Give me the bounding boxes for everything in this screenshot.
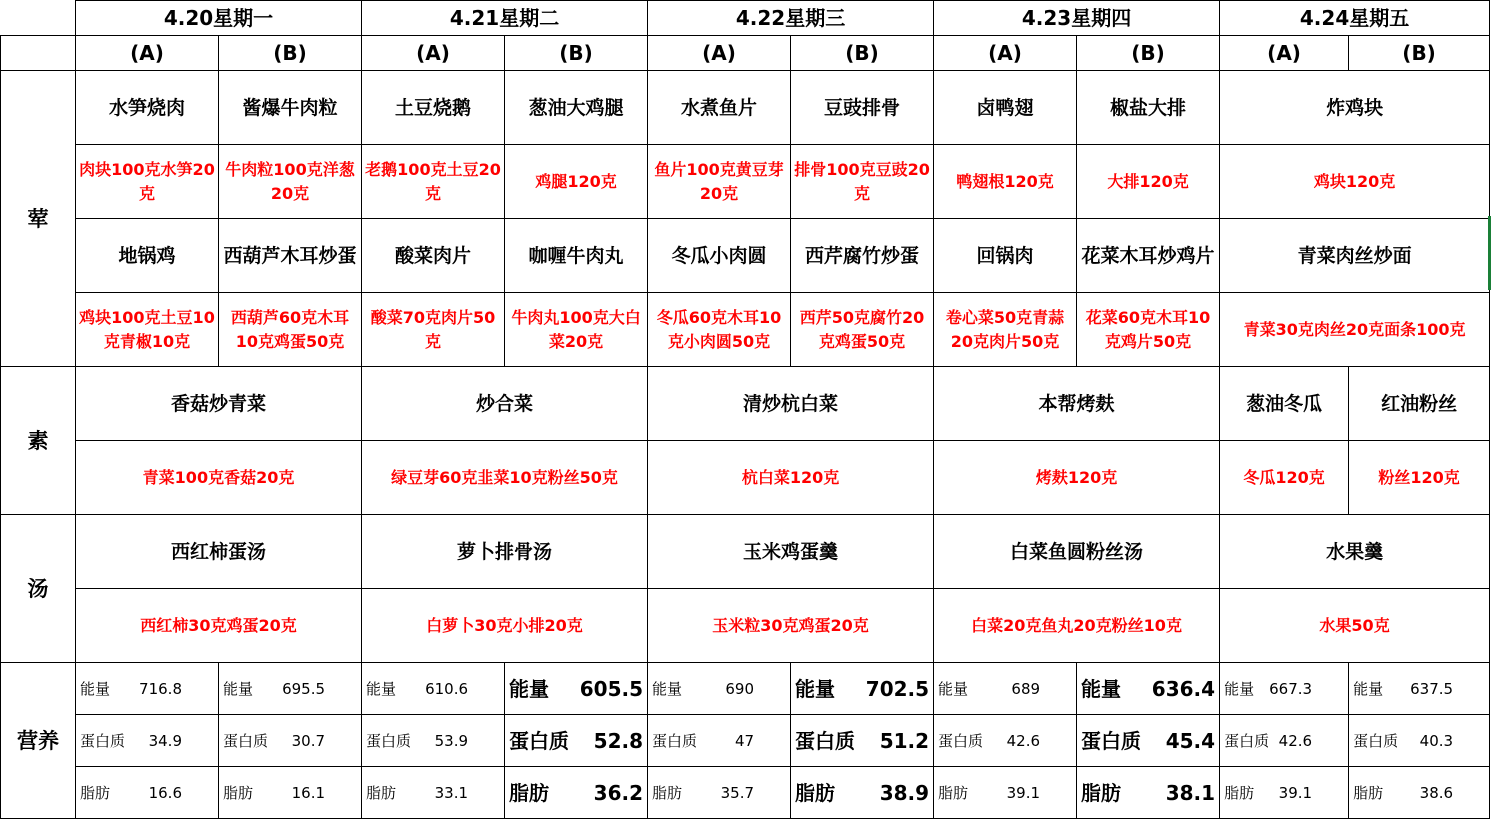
energy-label: 能量 bbox=[80, 679, 111, 698]
protein-label: 蛋白质 bbox=[1081, 728, 1142, 753]
dish-cell: 卤鸭翅 bbox=[934, 71, 1077, 145]
fat-value: 36.2 bbox=[593, 780, 644, 805]
protein-value: 51.2 bbox=[879, 728, 930, 753]
dish-cell: 清炒杭白菜 bbox=[648, 367, 934, 441]
fat-label: 脂肪 bbox=[366, 783, 397, 802]
dish-cell: 炒合菜 bbox=[362, 367, 648, 441]
energy-value: 610.6 bbox=[425, 679, 469, 698]
corner-cell bbox=[1, 1, 76, 36]
fat-label: 脂肪 bbox=[80, 783, 111, 802]
energy-cell bbox=[934, 663, 1077, 715]
fat-label: 脂肪 bbox=[1081, 780, 1122, 805]
fat-label: 脂肪 bbox=[1224, 783, 1255, 802]
energy-cell bbox=[791, 663, 934, 715]
fat-cell bbox=[648, 767, 791, 819]
nutrition-fat-row bbox=[1, 767, 1490, 819]
option-a-label: (A) bbox=[648, 36, 791, 71]
option-a-label: (A) bbox=[76, 36, 219, 71]
nutrition-protein-row bbox=[1, 715, 1490, 767]
energy-cell bbox=[648, 663, 791, 715]
dish-cell: 土豆烧鹅 bbox=[362, 71, 505, 145]
energy-value: 636.4 bbox=[1151, 676, 1216, 701]
energy-value: 689 bbox=[1011, 679, 1041, 698]
fat-cell bbox=[934, 767, 1077, 819]
ingredient-cell: 酸菜70克肉片50克 bbox=[362, 293, 505, 367]
dish-cell: 水果羹 bbox=[1220, 515, 1490, 589]
energy-label: 能量 bbox=[223, 679, 254, 698]
fat-label: 脂肪 bbox=[223, 783, 254, 802]
protein-cell bbox=[934, 715, 1077, 767]
ingredient-cell: 白萝卜30克小排20克 bbox=[362, 589, 648, 663]
option-a-label: (A) bbox=[934, 36, 1077, 71]
ingredient-cell: 冬瓜120克 bbox=[1220, 441, 1349, 515]
protein-value: 34.9 bbox=[148, 731, 182, 750]
protein-value: 53.9 bbox=[434, 731, 469, 750]
dish-cell: 白菜鱼圆粉丝汤 bbox=[934, 515, 1220, 589]
protein-label: 蛋白质 bbox=[795, 728, 856, 753]
protein-cell bbox=[1220, 715, 1349, 767]
fat-value: 16.1 bbox=[291, 783, 326, 802]
ingredient-cell: 白菜20克鱼丸20克粉丝10克 bbox=[934, 589, 1220, 663]
fat-value: 16.6 bbox=[148, 783, 182, 802]
energy-label: 能量 bbox=[938, 679, 969, 698]
energy-cell bbox=[76, 663, 219, 715]
energy-cell bbox=[362, 663, 505, 715]
fat-label: 脂肪 bbox=[938, 783, 969, 802]
option-a-label: (A) bbox=[1220, 36, 1349, 71]
energy-label: 能量 bbox=[366, 679, 397, 698]
protein-cell bbox=[791, 715, 934, 767]
protein-label: 蛋白质 bbox=[366, 731, 412, 750]
ingredient-cell: 烤麸120克 bbox=[934, 441, 1220, 515]
dish-cell: 地锅鸡 bbox=[76, 219, 219, 293]
energy-value: 667.3 bbox=[1269, 679, 1313, 698]
protein-value: 40.3 bbox=[1419, 731, 1454, 750]
protein-label: 蛋白质 bbox=[1224, 731, 1270, 750]
protein-label: 蛋白质 bbox=[80, 731, 126, 750]
energy-cell bbox=[505, 663, 648, 715]
energy-value: 702.5 bbox=[865, 676, 930, 701]
fat-cell bbox=[1349, 767, 1490, 819]
soup-ingredient-row bbox=[1, 589, 1490, 663]
energy-cell bbox=[219, 663, 362, 715]
ingredient-cell: 牛肉粒100克洋葱20克 bbox=[219, 145, 362, 219]
protein-cell bbox=[76, 715, 219, 767]
dish-cell: 西芹腐竹炒蛋 bbox=[791, 219, 934, 293]
dish-cell: 葱油冬瓜 bbox=[1220, 367, 1349, 441]
dish-cell: 西红柿蛋汤 bbox=[76, 515, 362, 589]
ingredient-cell: 杭白菜120克 bbox=[648, 441, 934, 515]
ingredient-cell: 鸡块120克 bbox=[1220, 145, 1490, 219]
day-header-row bbox=[1, 1, 1490, 36]
dish-cell: 青菜肉丝炒面 bbox=[1220, 219, 1490, 293]
veg-ingredient-row bbox=[1, 441, 1490, 515]
dish-cell: 冬瓜小肉圆 bbox=[648, 219, 791, 293]
ingredient-cell: 鸡腿120克 bbox=[505, 145, 648, 219]
dish-cell: 玉米鸡蛋羹 bbox=[648, 515, 934, 589]
dish-cell: 香菇炒青菜 bbox=[76, 367, 362, 441]
ingredient-cell: 老鹅100克土豆20克 bbox=[362, 145, 505, 219]
energy-cell bbox=[1077, 663, 1220, 715]
fat-cell bbox=[791, 767, 934, 819]
fat-value: 38.6 bbox=[1419, 783, 1454, 802]
protein-value: 42.6 bbox=[1006, 731, 1041, 750]
protein-label: 蛋白质 bbox=[509, 728, 570, 753]
dish-cell: 炸鸡块 bbox=[1220, 71, 1490, 145]
fat-value: 38.1 bbox=[1165, 780, 1216, 805]
option-b-label: (B) bbox=[219, 36, 362, 71]
fat-cell bbox=[1220, 767, 1349, 819]
day-header-wed: 4.22星期三 bbox=[648, 1, 934, 36]
protein-cell bbox=[219, 715, 362, 767]
dish-cell: 西葫芦木耳炒蛋 bbox=[219, 219, 362, 293]
dish-cell: 花菜木耳炒鸡片 bbox=[1077, 219, 1220, 293]
dish-cell: 酸菜肉片 bbox=[362, 219, 505, 293]
option-b-label: (B) bbox=[1349, 36, 1490, 71]
protein-cell bbox=[1349, 715, 1490, 767]
dish-cell: 本帮烤麸 bbox=[934, 367, 1220, 441]
energy-value: 690 bbox=[725, 679, 755, 698]
ingredient-cell: 卷心菜50克青蒜20克肉片50克 bbox=[934, 293, 1077, 367]
protein-value: 42.6 bbox=[1278, 731, 1313, 750]
day-header-thu: 4.23星期四 bbox=[934, 1, 1220, 36]
category-meat: 荤 bbox=[1, 71, 76, 367]
protein-label: 蛋白质 bbox=[1353, 731, 1399, 750]
dish-cell: 咖喱牛肉丸 bbox=[505, 219, 648, 293]
fat-value: 39.1 bbox=[1278, 783, 1313, 802]
dish-cell: 萝卜排骨汤 bbox=[362, 515, 648, 589]
ingredient-cell: 花菜60克木耳10克鸡片50克 bbox=[1077, 293, 1220, 367]
protein-cell bbox=[505, 715, 648, 767]
energy-label: 能量 bbox=[795, 676, 836, 701]
protein-value: 47 bbox=[734, 731, 755, 750]
ingredient-cell: 绿豆芽60克韭菜10克粉丝50克 bbox=[362, 441, 648, 515]
protein-label: 蛋白质 bbox=[223, 731, 269, 750]
dish-cell: 水煮鱼片 bbox=[648, 71, 791, 145]
blank-cell bbox=[1, 36, 76, 71]
category-soup: 汤 bbox=[1, 515, 76, 663]
dish-cell: 酱爆牛肉粒 bbox=[219, 71, 362, 145]
ingredient-cell: 肉块100克水笋20克 bbox=[76, 145, 219, 219]
ingredient-cell: 鸭翅根120克 bbox=[934, 145, 1077, 219]
dish-cell: 葱油大鸡腿 bbox=[505, 71, 648, 145]
ingredient-cell: 西葫芦60克木耳10克鸡蛋50克 bbox=[219, 293, 362, 367]
meat-ingredient-row-1 bbox=[1, 145, 1490, 219]
nutrition-energy-row bbox=[1, 663, 1490, 715]
protein-cell bbox=[362, 715, 505, 767]
ingredient-cell: 粉丝120克 bbox=[1349, 441, 1490, 515]
fat-label: 脂肪 bbox=[795, 780, 836, 805]
energy-label: 能量 bbox=[652, 679, 683, 698]
ingredient-cell: 青菜30克肉丝20克面条100克 bbox=[1220, 293, 1490, 367]
energy-cell bbox=[1220, 663, 1349, 715]
dish-cell: 红油粉丝 bbox=[1349, 367, 1490, 441]
energy-label: 能量 bbox=[1353, 679, 1384, 698]
ingredient-cell: 鱼片100克黄豆芽20克 bbox=[648, 145, 791, 219]
fat-label: 脂肪 bbox=[1353, 783, 1384, 802]
protein-label: 蛋白质 bbox=[652, 731, 698, 750]
ingredient-cell: 鸡块100克土豆10克青椒10克 bbox=[76, 293, 219, 367]
soup-dish-row bbox=[1, 515, 1490, 589]
energy-cell bbox=[1349, 663, 1490, 715]
energy-value: 605.5 bbox=[579, 676, 644, 701]
ingredient-cell: 青菜100克香菇20克 bbox=[76, 441, 362, 515]
fat-value: 39.1 bbox=[1006, 783, 1041, 802]
ingredient-cell: 排骨100克豆豉20克 bbox=[791, 145, 934, 219]
option-a-label: (A) bbox=[362, 36, 505, 71]
protein-cell bbox=[1077, 715, 1220, 767]
ingredient-cell: 水果50克 bbox=[1220, 589, 1490, 663]
protein-label: 蛋白质 bbox=[938, 731, 984, 750]
option-b-label: (B) bbox=[1077, 36, 1220, 71]
ingredient-cell: 大排120克 bbox=[1077, 145, 1220, 219]
meat-dish-row-1 bbox=[1, 71, 1490, 145]
protein-value: 52.8 bbox=[593, 728, 644, 753]
energy-label: 能量 bbox=[1081, 676, 1122, 701]
dish-cell: 水笋烧肉 bbox=[76, 71, 219, 145]
fat-value: 35.7 bbox=[720, 783, 755, 802]
meat-ingredient-row-2 bbox=[1, 293, 1490, 367]
day-header-fri: 4.24星期五 bbox=[1220, 1, 1490, 36]
fat-cell bbox=[505, 767, 648, 819]
day-header-mon: 4.20星期一 bbox=[76, 1, 362, 36]
fat-value: 38.9 bbox=[879, 780, 930, 805]
ingredient-cell: 牛肉丸100克大白菜20克 bbox=[505, 293, 648, 367]
energy-value: 716.8 bbox=[139, 679, 182, 698]
ingredient-cell: 冬瓜60克木耳10克小肉圆50克 bbox=[648, 293, 791, 367]
day-header-tue: 4.21星期二 bbox=[362, 1, 648, 36]
energy-label: 能量 bbox=[509, 676, 550, 701]
meat-dish-row-2 bbox=[1, 219, 1490, 293]
ingredient-cell: 西芹50克腐竹20克鸡蛋50克 bbox=[791, 293, 934, 367]
ingredient-cell: 西红柿30克鸡蛋20克 bbox=[76, 589, 362, 663]
dish-cell: 回锅肉 bbox=[934, 219, 1077, 293]
energy-label: 能量 bbox=[1224, 679, 1255, 698]
cell-selection-marker bbox=[1488, 216, 1491, 290]
fat-cell bbox=[219, 767, 362, 819]
dish-cell: 豆豉排骨 bbox=[791, 71, 934, 145]
fat-cell bbox=[76, 767, 219, 819]
protein-value: 30.7 bbox=[291, 731, 326, 750]
energy-value: 637.5 bbox=[1410, 679, 1454, 698]
option-header-row bbox=[1, 36, 1490, 71]
fat-cell bbox=[1077, 767, 1220, 819]
fat-label: 脂肪 bbox=[652, 783, 683, 802]
veg-dish-row bbox=[1, 367, 1490, 441]
option-b-label: (B) bbox=[505, 36, 648, 71]
fat-cell bbox=[362, 767, 505, 819]
category-veg: 素 bbox=[1, 367, 76, 515]
dish-cell: 椒盐大排 bbox=[1077, 71, 1220, 145]
energy-value: 695.5 bbox=[282, 679, 326, 698]
ingredient-cell: 玉米粒30克鸡蛋20克 bbox=[648, 589, 934, 663]
category-nutrition: 营养 bbox=[1, 663, 76, 819]
protein-value: 45.4 bbox=[1165, 728, 1216, 753]
fat-label: 脂肪 bbox=[509, 780, 550, 805]
option-b-label: (B) bbox=[791, 36, 934, 71]
fat-value: 33.1 bbox=[434, 783, 469, 802]
protein-cell bbox=[648, 715, 791, 767]
